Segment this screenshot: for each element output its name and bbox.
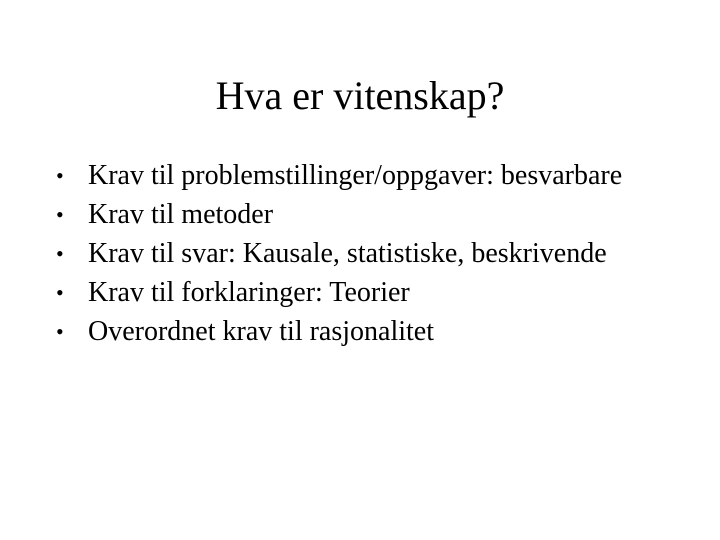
bullet-item: [54, 314, 684, 349]
bullet-text: Krav til metoder: [88, 199, 274, 230]
bullet-dot-icon: •: [56, 319, 64, 344]
bullet-dot-icon: •: [56, 280, 64, 305]
slide-title: Hva er vitenskap?: [215, 73, 505, 118]
bullet-dot-icon: •: [56, 202, 64, 227]
bullet-item: [54, 275, 684, 310]
bullet-text: Overordnet krav til rasjonalitet: [88, 316, 434, 347]
bullet-list: [54, 158, 684, 353]
bullet-item: [54, 158, 684, 193]
bullet-item: [54, 236, 684, 271]
bullet-dot-icon: •: [56, 241, 64, 266]
bullet-text: Krav til svar: Kausale, statistiske, beskrivende: [88, 238, 607, 269]
bullet-dot-icon: •: [56, 163, 64, 188]
bullet-text: Krav til problemstillinger/oppgaver: besvarbare: [88, 160, 623, 191]
bullet-item: [54, 197, 684, 232]
bullet-text: Krav til forklaringer: Teorier: [88, 277, 410, 308]
